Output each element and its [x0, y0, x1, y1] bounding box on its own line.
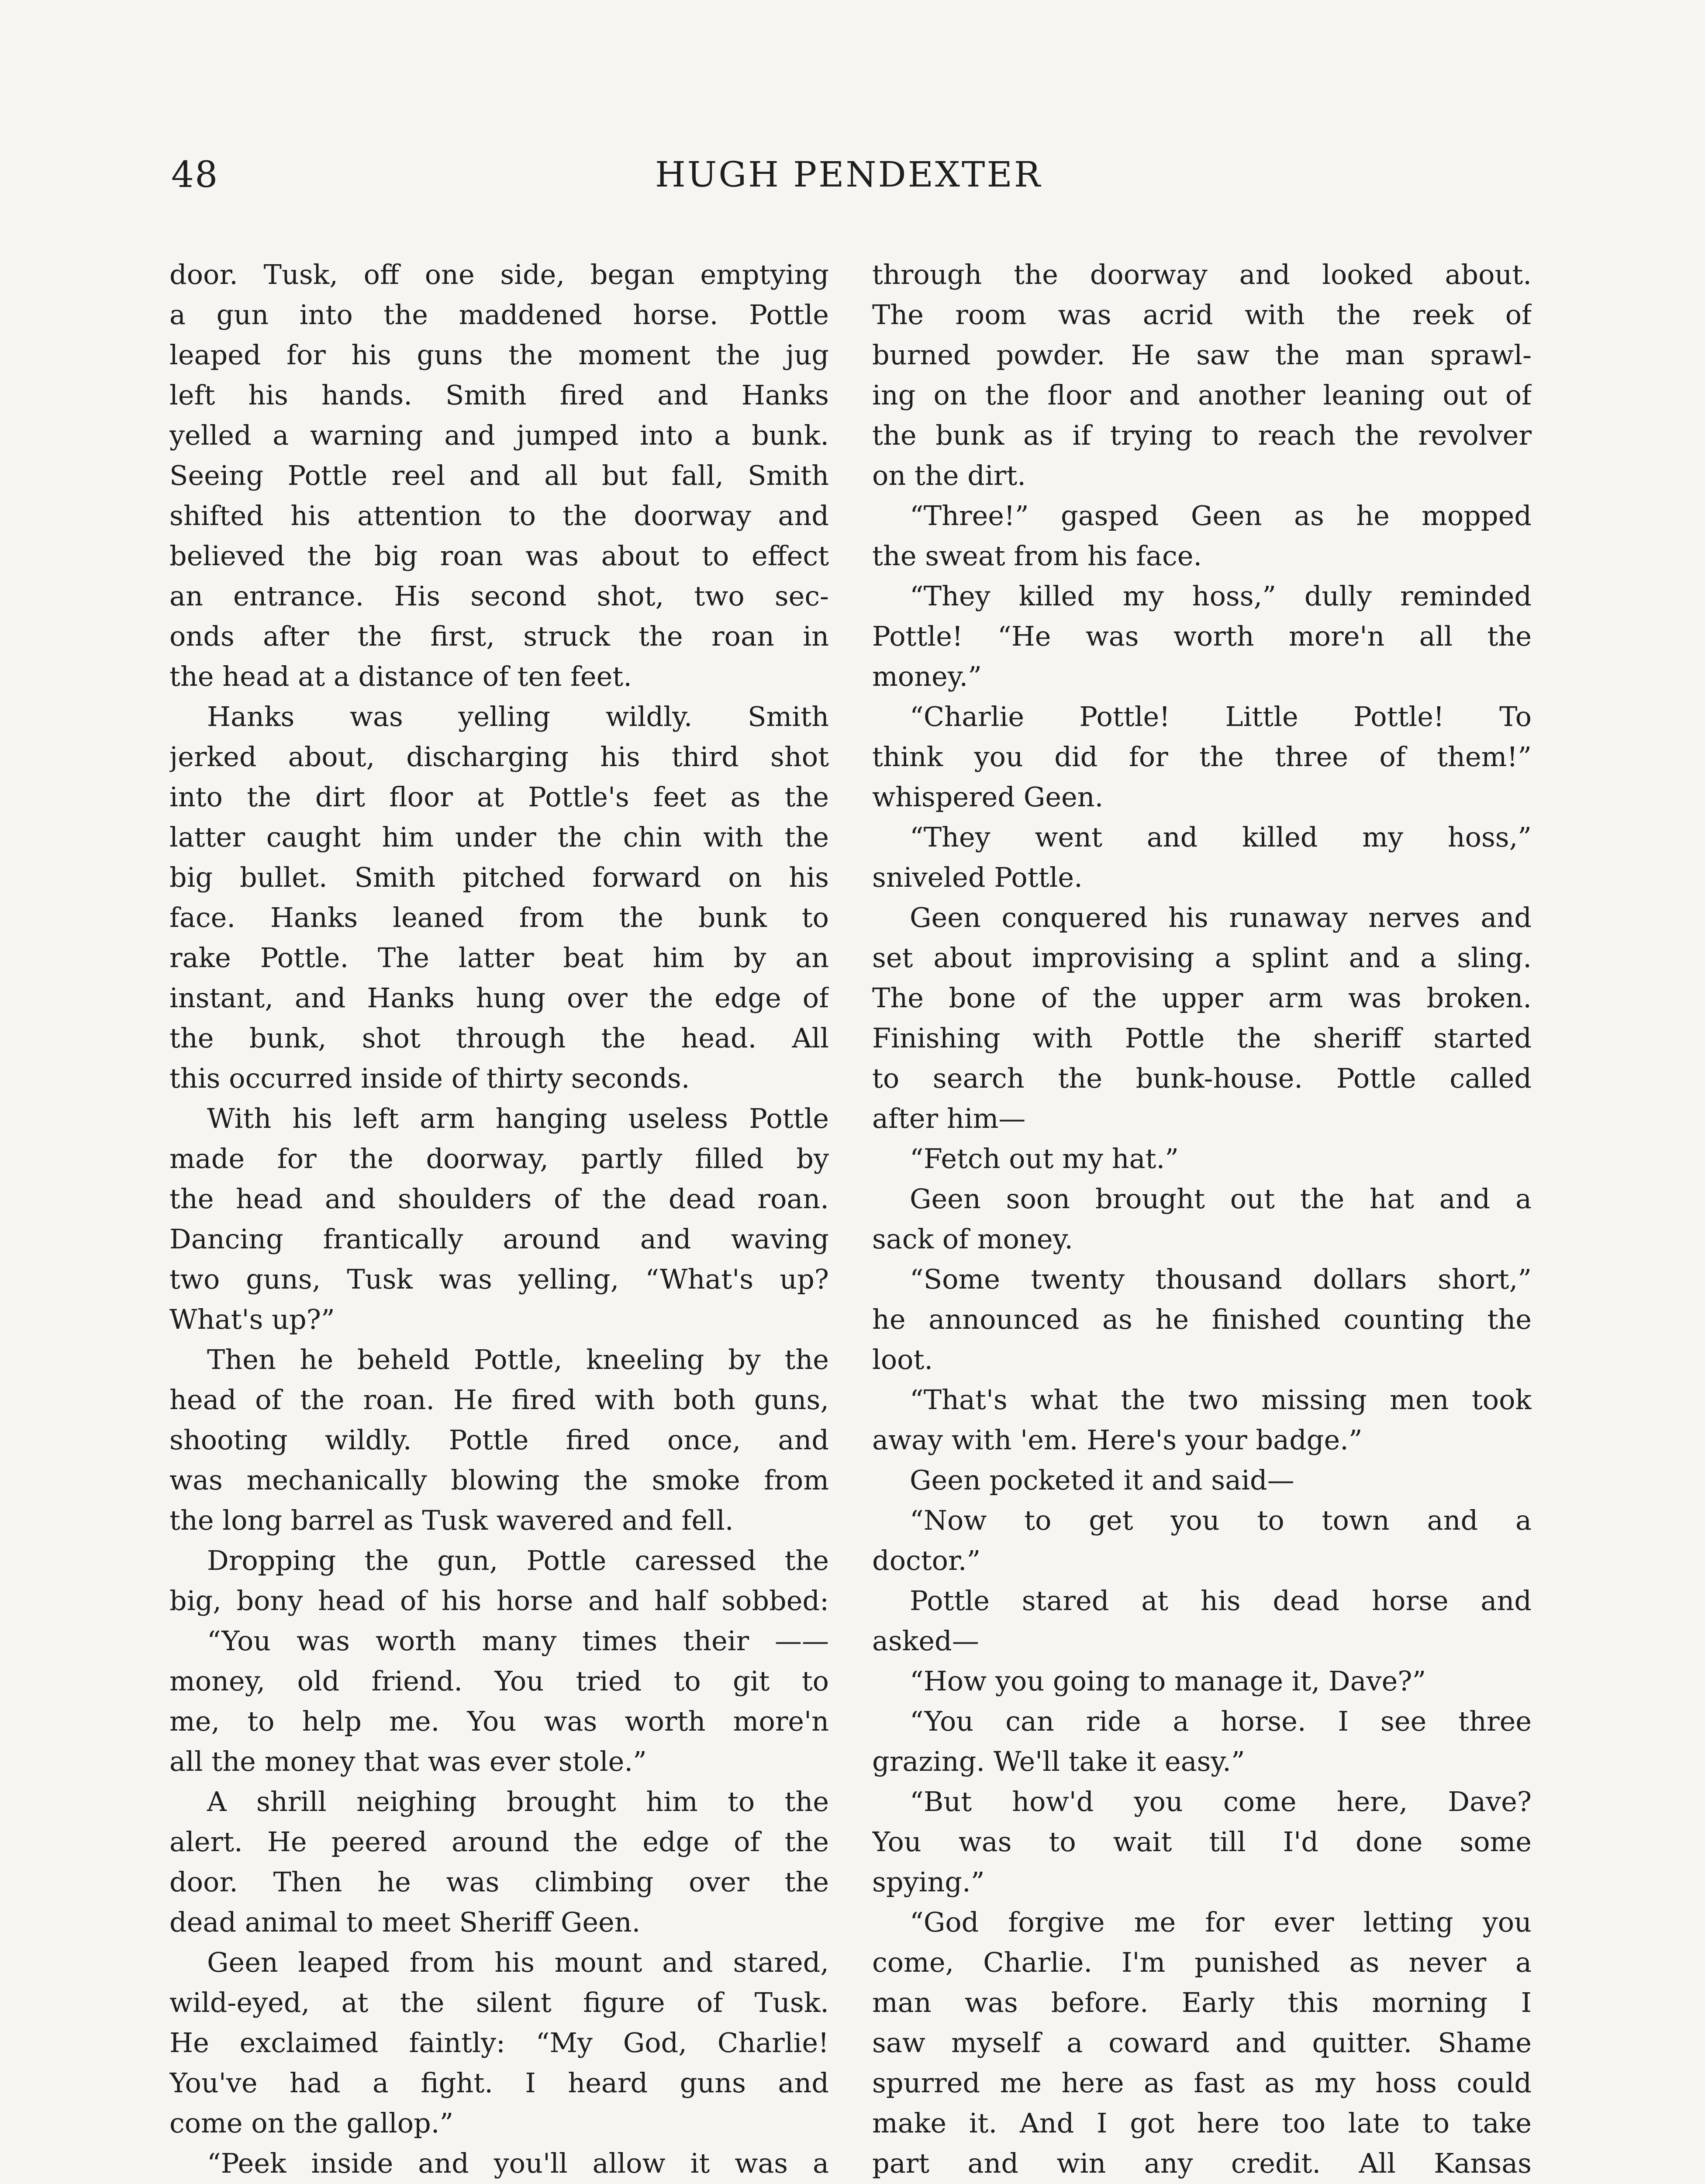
text-column-left [169, 255, 829, 2184]
text-line: believed the big roan was about to effect [169, 540, 829, 572]
text-line: grazing. We'll take it easy.” [872, 1745, 1245, 1777]
text-line: Hanks was yelling wildly. Smith [207, 701, 829, 733]
text-line: was mechanically blowing the smoke from [169, 1464, 829, 1496]
text-line: He exclaimed faintly: “My God, Charlie! [169, 2027, 829, 2059]
text-line: an entrance. His second shot, two sec- [169, 580, 829, 612]
text-line: Pottle! “He was worth more'n all the [872, 620, 1532, 652]
text-line: Dropping the gun, Pottle caressed the [207, 1545, 829, 1576]
text-line: doctor.” [872, 1545, 981, 1576]
text-line: part and win any credit. All Kansas [872, 2147, 1532, 2179]
text-line: leaped for his guns the moment the jug [169, 339, 829, 371]
text-line: spurred me here as fast as my hoss could [872, 2067, 1532, 2099]
text-line: dead animal to meet Sheriff Geen. [169, 1906, 641, 1938]
text-line: set about improvising a splint and a sling. [872, 942, 1532, 974]
text-line: latter caught him under the chin with the [169, 821, 829, 853]
text-line: The room was acrid with the reek of [872, 299, 1532, 331]
text-line: me, to help me. You was worth more'n [169, 1705, 829, 1737]
text-line: “Charlie Pottle! Little Pottle! To [910, 701, 1532, 733]
text-line: the bunk, shot through the head. All [169, 1022, 829, 1054]
text-line: You was to wait till I'd done some [872, 1826, 1532, 1858]
text-line: A shrill neighing brought him to the [207, 1786, 829, 1818]
text-line: come, Charlie. I'm punished as never a [872, 1946, 1532, 1978]
text-line: “But how'd you come here, Dave? [910, 1786, 1532, 1818]
text-line: the head and shoulders of the dead roan. [169, 1183, 829, 1215]
text-line: “God forgive me for ever letting you [910, 1906, 1532, 1938]
text-line: onds after the first, struck the roan in [169, 620, 829, 652]
text-line: shifted his attention to the doorway and [169, 500, 829, 532]
text-line: through the doorway and looked about. [872, 259, 1532, 290]
text-line: Finishing with Pottle the sheriff started [872, 1022, 1532, 1054]
text-line: “You can ride a horse. I see three [910, 1705, 1532, 1737]
text-line: come on the gallop.” [169, 2107, 454, 2139]
text-line: after him— [872, 1102, 1026, 1134]
text-line: think you did for the three of them!” [872, 741, 1532, 773]
text-line: this occurred inside of thirty seconds. [169, 1062, 690, 1094]
text-line: Geen conquered his runaway nerves and [910, 902, 1532, 933]
text-line: You've had a fight. I heard guns and [169, 2067, 829, 2099]
text-line: big bullet. Smith pitched forward on his [169, 861, 829, 893]
text-line: Then he beheld Pottle, kneeling by the [207, 1344, 829, 1375]
text-line: “Fetch out my hat.” [910, 1143, 1179, 1175]
text-line: saw myself a coward and quitter. Shame [872, 2027, 1532, 2059]
text-line: Geen soon brought out the hat and a [910, 1183, 1532, 1215]
text-line: The bone of the upper arm was broken. [872, 982, 1532, 1014]
text-line: away with 'em. Here's your badge.” [872, 1424, 1363, 1456]
text-line: Pottle stared at his dead horse and [910, 1585, 1532, 1617]
text-line: What's up?” [169, 1303, 335, 1335]
text-line: the sweat from his face. [872, 540, 1202, 572]
text-line: spying.” [872, 1866, 985, 1898]
text-line: rake Pottle. The latter beat him by an [169, 942, 829, 974]
text-line: Dancing frantically around and waving [169, 1223, 829, 1255]
text-line: “Now to get you to town and a [910, 1504, 1532, 1536]
text-line: Geen pocketed it and said— [910, 1464, 1294, 1496]
running-head: HUGH PENDEXTER [655, 154, 1042, 195]
text-line: face. Hanks leaned from the bunk to [169, 902, 829, 933]
text-line: sack of money. [872, 1223, 1073, 1255]
text-line: Geen leaped from his mount and stared, [207, 1946, 829, 1978]
text-line: wild-eyed, at the silent figure of Tusk. [169, 1987, 829, 2018]
text-line: “Peek inside and you'll allow it was a [207, 2147, 829, 2179]
text-line: “Three!” gasped Geen as he mopped [910, 500, 1532, 532]
text-line: loot. [872, 1344, 933, 1375]
text-line: man was before. Early this morning I [872, 1987, 1532, 2018]
text-line: “How you going to manage it, Dave?” [910, 1665, 1426, 1697]
text-line: the head at a distance of ten feet. [169, 660, 632, 692]
text-line: made for the doorway, partly filled by [169, 1143, 829, 1175]
text-line: the long barrel as Tusk wavered and fell. [169, 1504, 734, 1536]
text-line: “They went and killed my hoss,” [910, 821, 1532, 853]
text-line: jerked about, discharging his third shot [169, 741, 829, 773]
text-line: head of the roan. He fired with both guns, [169, 1384, 829, 1416]
text-column-right [872, 255, 1532, 2184]
text-line: money, old friend. You tried to git to [169, 1665, 829, 1697]
text-line: he announced as he finished counting the [872, 1303, 1532, 1335]
text-line: “Some twenty thousand dollars short,” [910, 1263, 1532, 1295]
text-line: sniveled Pottle. [872, 861, 1083, 893]
text-line: the bunk as if trying to reach the revolver [872, 419, 1532, 451]
text-line: left his hands. Smith fired and Hanks [169, 379, 829, 411]
text-line: asked— [872, 1625, 979, 1657]
text-line: ing on the floor and another leaning out of [872, 379, 1532, 411]
text-line: “That's what the two missing men took [910, 1384, 1532, 1416]
text-line: money.” [872, 660, 982, 692]
text-line: “They killed my hoss,” dully reminded [910, 580, 1532, 612]
text-line: shooting wildly. Pottle fired once, and [169, 1424, 829, 1456]
text-line: on the dirt. [872, 460, 1026, 491]
text-line: big, bony head of his horse and half sobbed: [169, 1585, 829, 1617]
text-line: to search the bunk-house. Pottle called [872, 1062, 1532, 1094]
text-line: into the dirt floor at Pottle's feet as the [169, 781, 829, 813]
text-line: make it. And I got here too late to take [872, 2107, 1532, 2139]
text-line: all the money that was ever stole.” [169, 1745, 647, 1777]
text-line: alert. He peered around the edge of the [169, 1826, 829, 1858]
page-number: 48 [171, 154, 219, 196]
text-line: door. Tusk, off one side, began emptying [169, 259, 829, 290]
text-line: yelled a warning and jumped into a bunk. [169, 419, 829, 451]
text-line: a gun into the maddened horse. Pottle [169, 299, 829, 331]
text-line: door. Then he was climbing over the [169, 1866, 829, 1898]
text-line: two guns, Tusk was yelling, “What's up? [169, 1263, 829, 1295]
text-line: With his left arm hanging useless Pottle [207, 1102, 829, 1134]
text-line: instant, and Hanks hung over the edge of [169, 982, 829, 1014]
text-line: burned powder. He saw the man sprawl- [872, 339, 1532, 371]
text-line: “You was worth many times their —— [207, 1625, 829, 1657]
text-line: Seeing Pottle reel and all but fall, Smith [169, 460, 829, 491]
text-line: whispered Geen. [872, 781, 1104, 813]
